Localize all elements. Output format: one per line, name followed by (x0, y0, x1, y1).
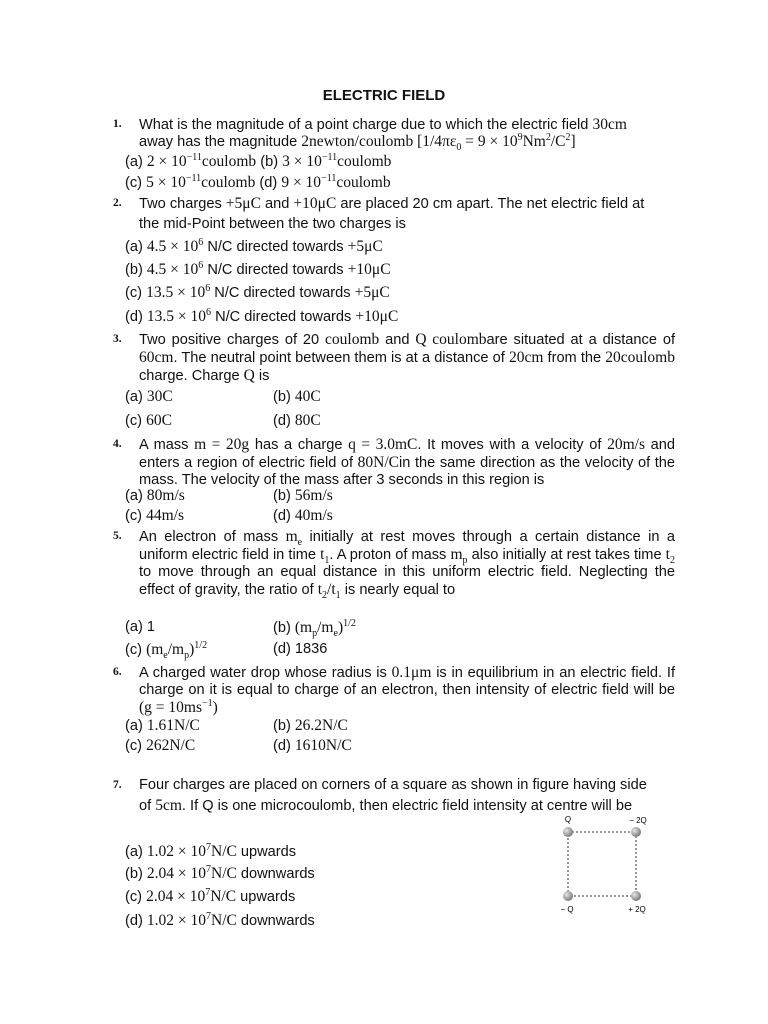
question-2-text-line-1: Two charges +5μC and +10μC are placed 20 cm apart. The net electric field at (139, 195, 645, 212)
square-outline (568, 832, 636, 896)
question-4-option-b: (b) 56m/s (273, 487, 333, 504)
question-7-option-d: (d) $1.02 \times 10^7N/C$ downwards (125, 910, 315, 929)
question-6-option-d: (d) 1610N/C (273, 737, 352, 754)
question-4-option-a: (a) 80m/s (125, 487, 185, 504)
question-4-text: A mass m = 20g has a charge q = 3.0mC. It moves with a velocity of 20m/s and enters a region of electric field of 80N/Cin the same direction as the velocity of the mass. The velocity of the mass after 3 seconds in this region is (139, 436, 676, 488)
question-3-number: 3. (113, 333, 122, 345)
question-3-text: Two positive charges of 20 coulomb and Q coulombare situated at a distance of 60cm. The neutral point between them is at a distance of 20cm from the 20coulomb charge. Charge Q is (139, 331, 676, 384)
question-2-text-line-2: the mid-Point between the two charges is (139, 216, 406, 232)
charge-top-right (631, 827, 641, 837)
square-charges-figure (548, 812, 658, 922)
question-5-text: An electron of mass $m_e$ initially at rest moves through a certain distance in a uniform electric field in time $t_1$. A proton of mass $m_p$ also initially at rest takes time $t_2$ to move through an equal distance in this uniform electric field. Neglecting the effect of gravity, the ratio of $t_2/t_1$ is nearly equal to (139, 528, 675, 602)
question-7-text-line-2: of 5cm. If Q is one microcoulomb, then electric field intensity at centre will be (139, 797, 633, 814)
label-bottom-right: + 2Q (628, 905, 646, 914)
question-1-text-line-2: away has the magnitude 2newton/coulomb $[1/4\pi\varepsilon_0 = 9 \times 10^9Nm^2/C^2]$ (139, 131, 576, 154)
question-2-option-a: (a) $4.5 \times 10^6$ N/C directed towards +5μC (125, 236, 383, 255)
charge-bottom-right (631, 891, 641, 901)
question-3-option-d: (d) 80C (273, 412, 321, 429)
label-top-right: − 2Q (629, 816, 647, 825)
question-2-option-b: (b) $4.5 \times 10^6$ N/C directed towards +10μC (125, 259, 391, 278)
question-7-option-b: (b) $2.04 \times 10^7N/C$ downwards (125, 863, 315, 882)
question-2-option-c: (c) $13.5 \times 10^6$ N/C directed towards +5μC (125, 282, 390, 301)
question-5-option-c: (c) $(m_e/m_p)^{1/2}$ (125, 639, 208, 662)
question-6-option-c: (c) 262N/C (125, 737, 196, 754)
question-2-option-d: (d) $13.5 \times 10^6$ N/C directed towards +10μC (125, 306, 399, 325)
question-6-text: A charged water drop whose radius is 0.1μm is in equilibrium in an electric field. If charge on it is equal to charge of an electron, then intensity of electric field will be $(g = 10ms^{-1})$ (139, 664, 676, 716)
question-6-number: 6. (113, 666, 122, 678)
question-4-option-d: (d) 40m/s (273, 507, 333, 524)
page-title: ELECTRIC FIELD (322, 87, 446, 104)
question-3-option-a: (a) 30C (125, 388, 173, 405)
label-top-left: Q (564, 815, 572, 824)
label-bottom-left: − Q (560, 905, 574, 914)
question-7-number: 7. (113, 779, 122, 791)
question-4-number: 4. (113, 438, 122, 450)
question-3-option-b: (b) 40C (273, 388, 321, 405)
question-6-option-a: (a) 1.61N/C (125, 717, 200, 734)
question-1-options-ab: (a) $2 \times 10^{-11}coulomb$ (b) $3 \times 10^{-11}coulomb$ (125, 151, 392, 170)
question-1-options-cd: (c) $5 \times 10^{-11}coulomb$ (d) $9 \times 10^{-11}coulomb$ (125, 172, 391, 191)
question-5-number: 5. (113, 530, 122, 542)
question-7-option-a: (a) $1.02 \times 10^7N/C$ upwards (125, 841, 297, 860)
question-5-option-d: (d) 1836 (273, 641, 328, 657)
charge-top-left (563, 827, 573, 837)
question-2-number: 2. (113, 197, 122, 209)
question-6-option-b: (b) 26.2N/C (273, 717, 348, 734)
question-3-option-c: (c) 60C (125, 412, 172, 429)
question-7-text-line-1: Four charges are placed on corners of a square as shown in figure having side (139, 777, 647, 793)
question-1-number: 1. (113, 118, 122, 130)
question-7-option-c: (c) $2.04 \times 10^7N/C$ upwards (125, 886, 296, 905)
question-5-option-b: (b) $(m_p/m_e)^{1/2}$ (273, 617, 356, 640)
charge-bottom-left (563, 891, 573, 901)
question-5-option-a: (a) 1 (125, 619, 156, 635)
question-4-option-c: (c) 44m/s (125, 507, 184, 524)
question-1-text-line-1: What is the magnitude of a point charge due to which the electric field 30cm (139, 116, 627, 133)
